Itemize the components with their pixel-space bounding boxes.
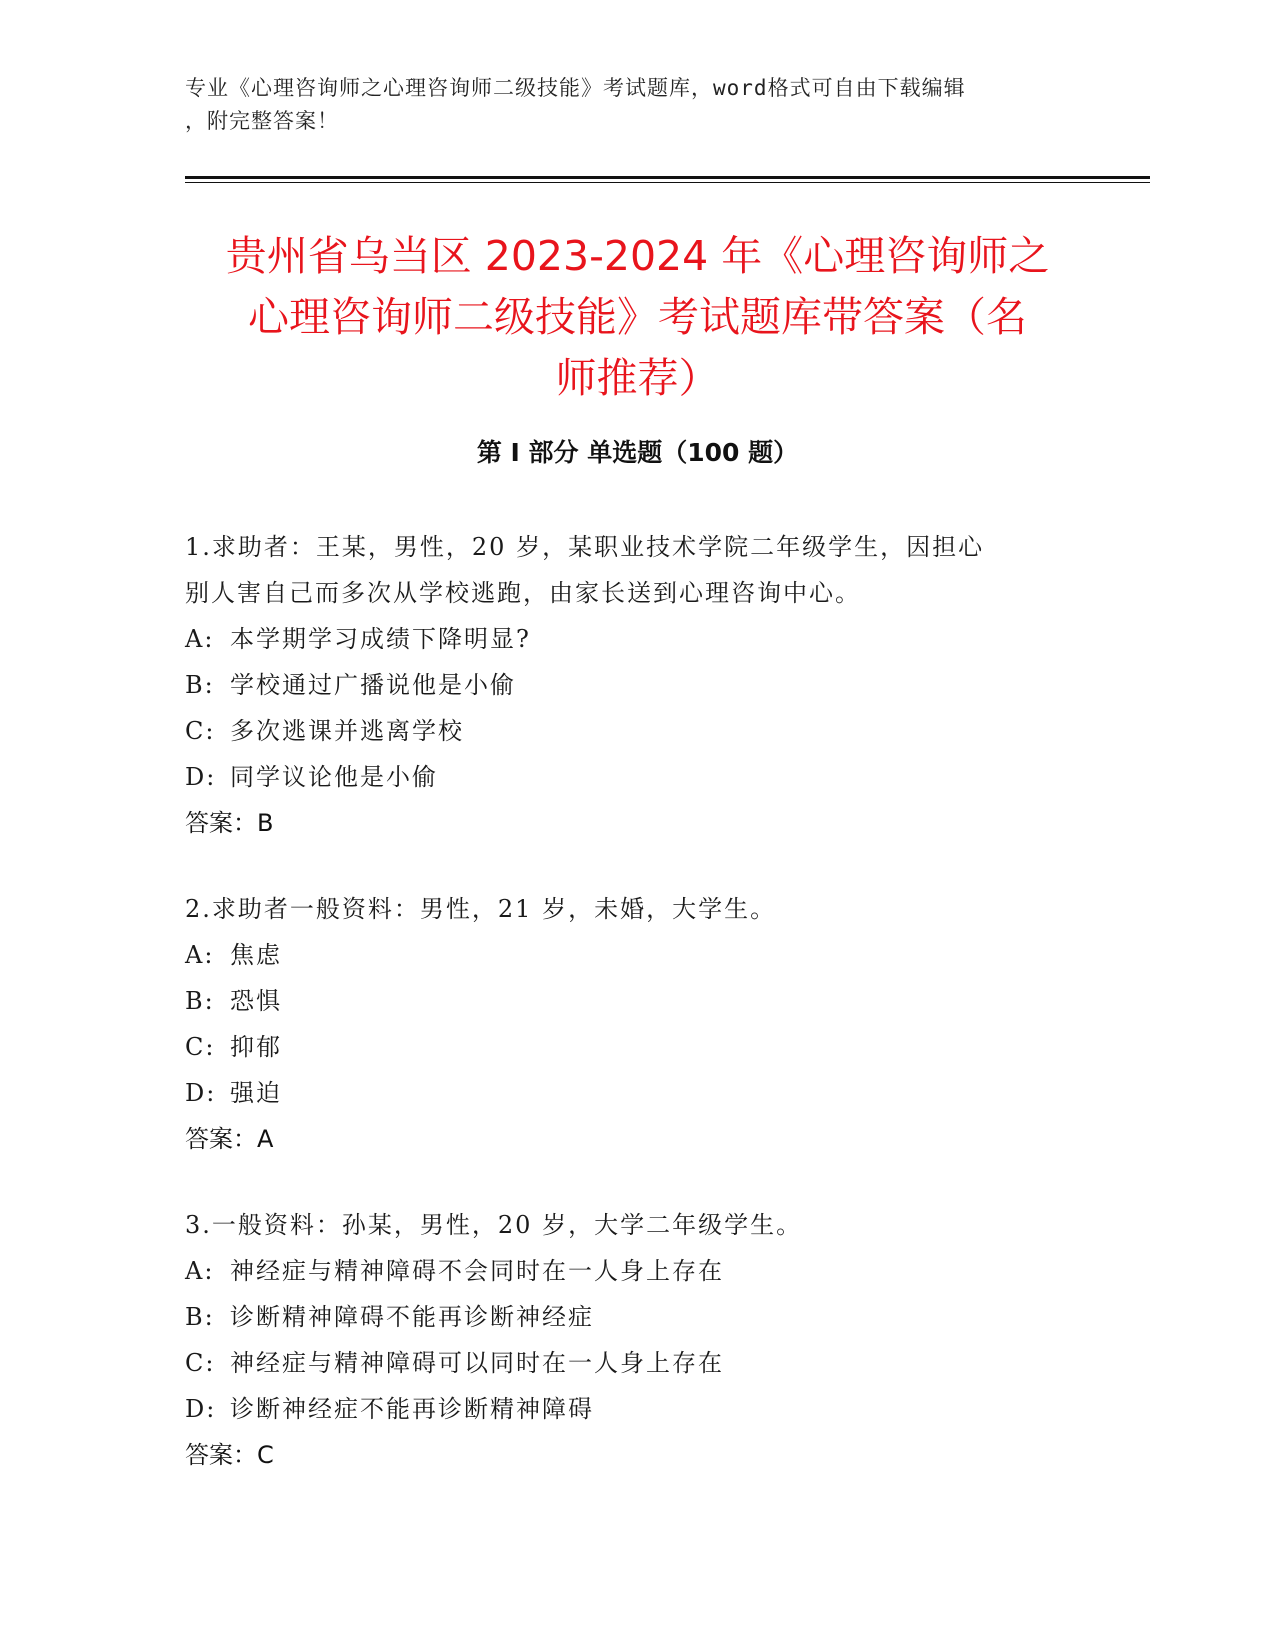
option-text: 神经症与精神障碍不会同时在一人身上存在 (230, 1257, 724, 1285)
header-note-line-1: 专业《心理咨询师之心理咨询师二级技能》考试题库，word格式可自由下载编辑 (185, 76, 966, 100)
option-d (185, 754, 1065, 800)
option-text: 神经症与精神障碍可以同时在一人身上存在 (230, 1349, 724, 1377)
header-note-line-2: ，附完整答案！ (185, 109, 339, 133)
option-key: D: (185, 1395, 217, 1423)
question-stem-line-1: 2.求助者一般资料：男性，21 岁，未婚，大学生。 (185, 895, 777, 923)
option-key: B: (185, 987, 215, 1015)
option-c (185, 1024, 1065, 1070)
option-text: 本学期学习成绩下降明显? (230, 625, 531, 653)
option-key: B: (185, 1303, 215, 1331)
option-text: 诊断精神障碍不能再诊断神经症 (230, 1303, 594, 1331)
option-text: 焦虑 (230, 941, 282, 969)
option-b (185, 662, 1065, 708)
question-2 (185, 886, 1065, 1162)
option-text: 恐惧 (230, 987, 282, 1015)
option-key: D: (185, 763, 217, 791)
option-d (185, 1070, 1065, 1116)
option-c (185, 708, 1065, 754)
answer-line: 答案：B (185, 809, 274, 837)
option-text: 学校通过广播说他是小偷 (230, 671, 516, 699)
option-key: A: (185, 941, 215, 969)
section-title: 第 I 部分 单选题（100 题） (476, 438, 799, 467)
answer-line: 答案：C (185, 1441, 274, 1469)
option-text: 强迫 (230, 1079, 282, 1107)
option-text: 同学议论他是小偷 (230, 763, 438, 791)
option-text: 多次逃课并逃离学校 (230, 717, 464, 745)
question-list (185, 524, 1065, 1518)
option-key: C: (185, 1033, 216, 1061)
option-d (185, 1386, 1065, 1432)
header-divider-thick (185, 176, 1150, 179)
title-line-3: 师推荐） (555, 354, 720, 402)
question-1 (185, 524, 1065, 846)
option-key: A: (185, 1257, 215, 1285)
option-b (185, 978, 1065, 1024)
option-text: 抑郁 (230, 1033, 282, 1061)
header-divider-thin (185, 182, 1150, 183)
answer-line: 答案：A (185, 1125, 274, 1153)
option-key: C: (185, 1349, 216, 1377)
title-line-1: 贵州省乌当区 2023-2024 年《心理咨询师之 (225, 232, 1050, 280)
option-a (185, 1248, 1065, 1294)
option-b (185, 1294, 1065, 1340)
option-a (185, 616, 1065, 662)
question-stem-line-1: 3.一般资料：孙某，男性，20 岁，大学二年级学生。 (185, 1211, 803, 1239)
question-stem-line-1: 1.求助者：王某，男性，20 岁，某职业技术学院二年级学生，因担心 (185, 533, 985, 561)
option-a (185, 932, 1065, 978)
option-key: A: (185, 625, 215, 653)
question-3 (185, 1202, 1065, 1478)
option-c (185, 1340, 1065, 1386)
option-text: 诊断神经症不能再诊断精神障碍 (230, 1395, 594, 1423)
option-key: C: (185, 717, 216, 745)
question-stem-line-2: 别人害自己而多次从学校逃跑，由家长送到心理咨询中心。 (185, 579, 861, 607)
option-key: B: (185, 671, 215, 699)
document-title (185, 226, 1090, 409)
header-note (185, 72, 1065, 138)
title-line-2: 心理咨询师二级技能》考试题库带答案（名 (248, 293, 1027, 341)
option-key: D: (185, 1079, 217, 1107)
